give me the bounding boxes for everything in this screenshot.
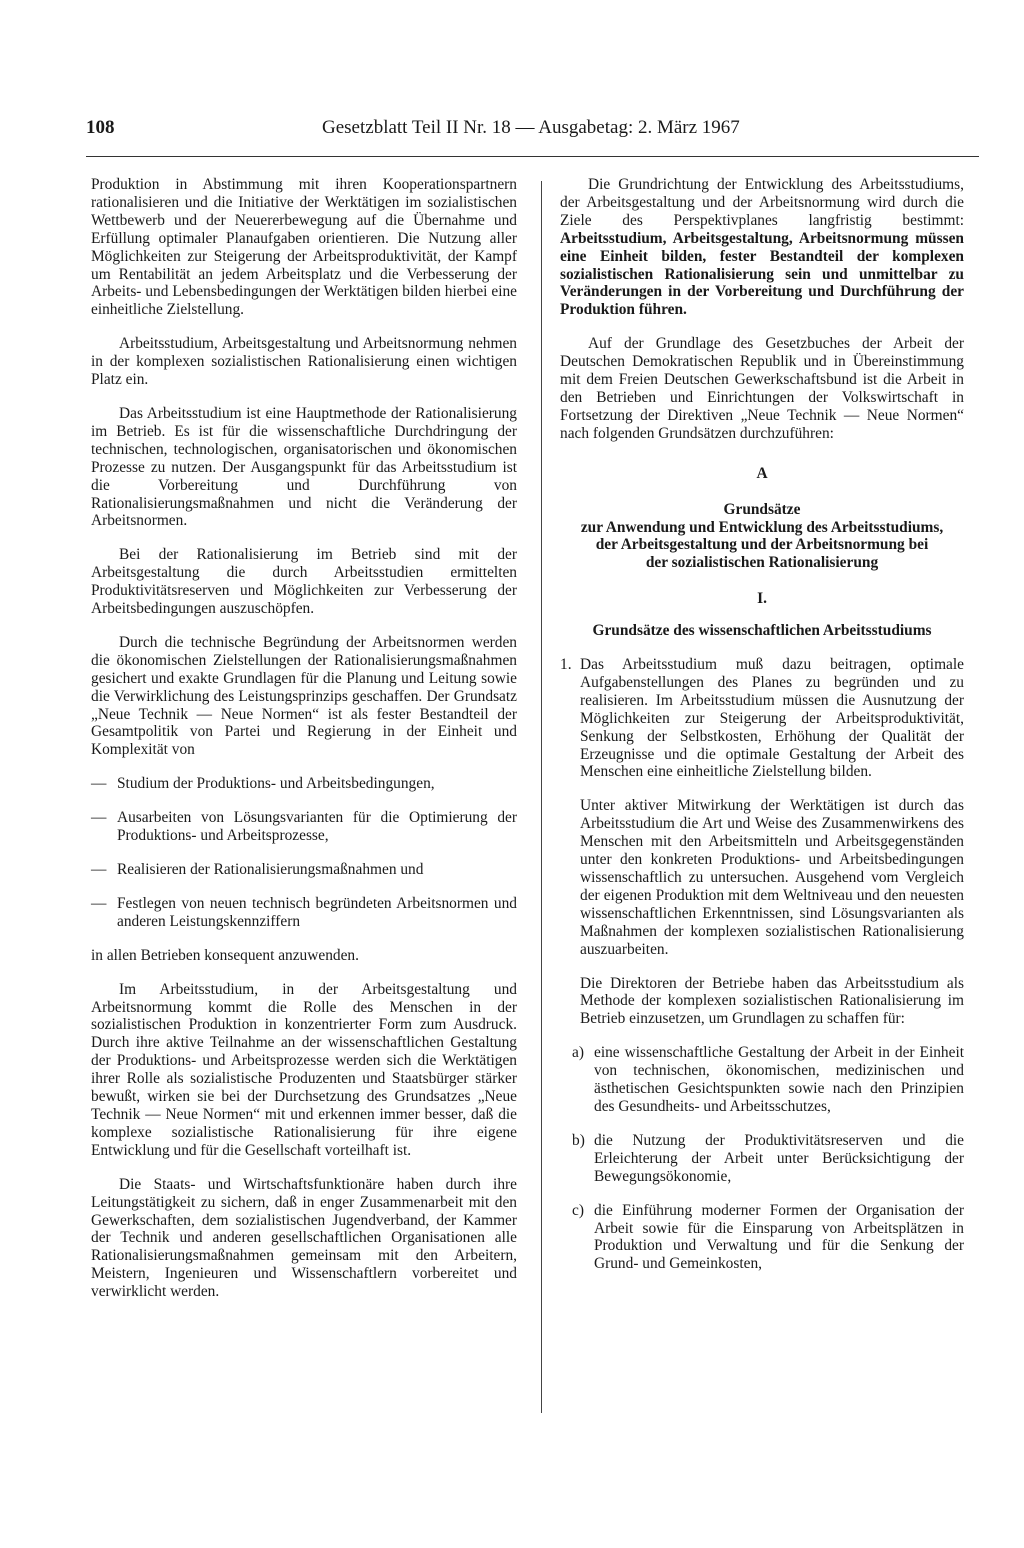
column-divider [541,181,542,1413]
right-column [560,176,964,1273]
paragraph: Arbeitsstudium, Arbeitsgestaltung und Arbeitsnormung nehmen in der komplexen sozialistischen Rationalisierung einen wichtigen Platz ein. [91,335,517,389]
paragraph: Bei der Rationalisierung im Betrieb sind mit der Arbeitsgestaltung die durch Arbeitsstudien ermittelten Produktivitätsreserven und Möglichkeiten zur Verbesserung der Arbeitsbedingungen auszuschöpfen. [91,546,517,618]
page-header [86,117,979,145]
paragraph: Die Direktoren der Betriebe haben das Arbeitsstudium als Methode der komplexen sozialistischen Rationalisierung im Betrieb einzusetzen, um Grundlagen zu schaffen für: [580,974,964,1028]
dash-item [91,895,517,931]
paragraph: Im Arbeitsstudium, in der Arbeitsgestaltung und Arbeitsnormung kommt die Rolle des Menschen in der sozialistischen Produktion in konzentrierter Form zum Ausdruck. Durch ihre aktive Teilnahme an der wissenschaftlichen Gestaltung der Produktions- und Arbeitsprozesse werden sich die Werktätigen ihrer Rolle als sozialistische Produzenten und Staatsbürger stärker bewußt, wirken sie bei der Durchsetzung des Grundsatzes „Neue Technik — Neue Normen“ mit und erkennen immer besser, daß die komplexe sozialistische Rationalisierung für ihre eigene Entwicklung und für die Gesellschaft vorteilhaft ist. [91,980,517,1159]
dash-item [91,861,517,879]
header-rule [86,156,979,157]
lettered-item [560,1044,964,1116]
paragraph: Produktion in Abstimmung mit ihren Kooperationspartnern rationalisieren und die Initiative der Werktätigen im sozialistischen Wettbewerb und der Neuererbewegung auf die Übernahme und Erfüllung optimaler Planaufgaben orientieren. Die Nutzung aller Möglichkeiten zur Steigerung der Arbeitsproduktivität, der Kampf um Rentabilität an jedem Arbeitsplatz und die Verbesserung der Arbeits- und Lebensbedingungen der Werktätigen bilden hierbei eine einheitliche Zielstellung. [91,176,517,319]
paragraph: Durch die technische Begründung der Arbeitsnormen werden die ökonomischen Zielstellungen der Rationalisierungsmaßnahmen gesichert und exakte Grundlagen für die Planung und Leitung sowie die Verwirklichung des Leistungsprinzips geschaffen. Der Grundsatz „Neue Technik — Neue Normen“ ist als fester Bestandteil der Gesamtpolitik von Partei und Regierung in der Einheit und Komplexität von [91,633,517,759]
dash-marker: — [91,775,107,793]
lettered-item [560,1202,964,1274]
emphasis-text: Arbeitsstudium, Arbeitsgestaltung, Arbeitsnormung müssen eine Einheit bilden, fester Bestandteil der komplexen sozialistischen Rationalisierung sein und unmittelbar zu Veränderungen in der Vorbereitung und Durchführung der Produktion führen. [560,229,964,319]
dash-marker: — [91,861,107,878]
numbered-item [560,656,964,781]
dash-text: Realisieren der Rationalisierungsmaßnahmen und [117,861,424,878]
dash-marker: — [91,894,107,912]
heading-line: Grundsätze [723,500,801,518]
paragraph [560,176,964,319]
dash-text: Festlegen von neuen technisch begründeten Arbeitsnormen und anderen Leistungskennziffern [117,894,517,930]
dash-text: Ausarbeiten von Lösungsvarianten für die Optimierung der Produktions- und Arbeitsprozesse, [117,809,517,845]
roman-numeral: I. [757,590,767,608]
paragraph: in allen Betrieben konsequent anzuwenden. [91,946,359,964]
heading-line: der Arbeitsgestaltung und der Arbeitsnormung bei [595,536,929,554]
dash-marker: — [91,809,107,827]
item-number: 1. [560,656,572,674]
lettered-item [560,1132,964,1186]
paragraph: Unter aktiver Mitwirkung der Werktätigen ist durch das Arbeitsstudium die Art und Weise des Zusammenwirkens des Menschen mit den Arbeitsmitteln und Arbeitsgegenständen unter den konkreten Produktions- und Arbeitsbedingungen wissenschaftlich zu untersuchen. Ausgehend vom Vergleich der eigenen Produktion mit dem Weltniveau und den neuesten wissenschaftlichen Erkenntnissen, sind Lösungsvarianten als Maßnahmen der komplexen sozialistischen Rationalisierung auszuarbeiten. [580,797,964,958]
paragraph: Das Arbeitsstudium ist eine Hauptmethode der Rationalisierung im Betrieb. Es ist für die wissenschaftliche Durchdringung der technischen, technologischen, organisatorischen und ökonomischen Prozesse zu nutzen. Der Ausgangspunkt für das Arbeitsstudium ist die Vorbereitung und Durchführung von Rationalisierungsmaßnahmen und nicht die Veränderung der Arbeitsnormen. [91,404,517,530]
paragraph: Die Staats- und Wirtschaftsfunktionäre haben durch ihre Leitungstätigkeit zu sichern, daß in enger Zusammenarbeit mit den Gewerkschaften, dem sozialistischen Jugendverband, der Kammer der Technik und anderen gesellschaftlichen Organisationen alle Rationalisierungsmaßnahmen gemeinsam mit den Arbeitern, Meistern, Ingenieuren und Wissenschaftlern vorbereitet und verwirklicht werden. [91,1175,517,1301]
heading-line: zur Anwendung und Entwicklung des Arbeitsstudiums, [580,518,944,536]
dash-item [91,775,517,793]
item-letter: b) [572,1131,585,1149]
heading-line: der sozialistischen Rationalisierung [645,554,879,572]
running-title: Gesetzblatt Teil II Nr. 18 — Ausgabetag: 2. März 1967 [322,117,740,138]
item-text: die Einführung moderner Formen der Organisation der Arbeit sowie für die Einsparung von Arbeitsplätzen in Produktion und Verwaltung und für die Senkung der Grund- und Gemeinkosten, [594,1201,964,1273]
left-column [91,176,517,1301]
page-number: 108 [86,117,115,138]
item-text: die Nutzung der Produktivitätsreserven und die Erleichterung der Arbeit unter Berücksichtigung der Bewegungsökonomie, [594,1131,964,1185]
item-text: eine wissenschaftliche Gestaltung der Arbeit in der Einheit von technischen, ökonomischen, medizinischen und ästhetischen Gesichtspunkten sowie nach den Prinzipien des Gesundheits- und Arbeitsschutzes, [594,1044,964,1115]
dash-text: Studium der Produktions- und Arbeitsbedingungen, [117,775,435,793]
paragraph: Auf der Grundlage des Gesetzbuches der Arbeit der Deutschen Demokratischen Republik und in Übereinstimmung mit dem Freien Deutschen Gewerkschaftsbund ist die Arbeit in den Betrieben und Einrichtungen der Volkswirtschaft in Fortsetzung der Direktiven „Neue Technik — Neue Normen“ nach folgenden Grundsätzen durchzuführen: [560,335,964,442]
section-letter: A [756,464,768,482]
paragraph-text: Die Grundrichtung der Entwicklung des Arbeitsstudiums, der Arbeitsgestaltung und der Arbeitsnormung wird durch die Ziele des Perspektivplanes langfristig bestimmt: [560,176,964,229]
item-letter: a) [572,1044,584,1062]
item-letter: c) [572,1201,584,1219]
item-text: Das Arbeitsstudium muß dazu beitragen, optimale Aufgabenstellungen des Planes zu begründen und zu realisieren. Im Arbeitsstudium müssen die Ausnutzung der Möglichkeiten zur Steigerung der Arbeitsproduktivität, Senkung der Selbstkosten, Erhöhung der Qualität der Erzeugnisse und die optimale Gestaltung der Arbeit des Menschen eine einheitliche Zielstellung bilden. [580,656,964,781]
dash-item [91,809,517,845]
subheading: Grundsätze des wissenschaftlichen Arbeitsstudiums [592,622,932,640]
section-heading [560,501,964,573]
